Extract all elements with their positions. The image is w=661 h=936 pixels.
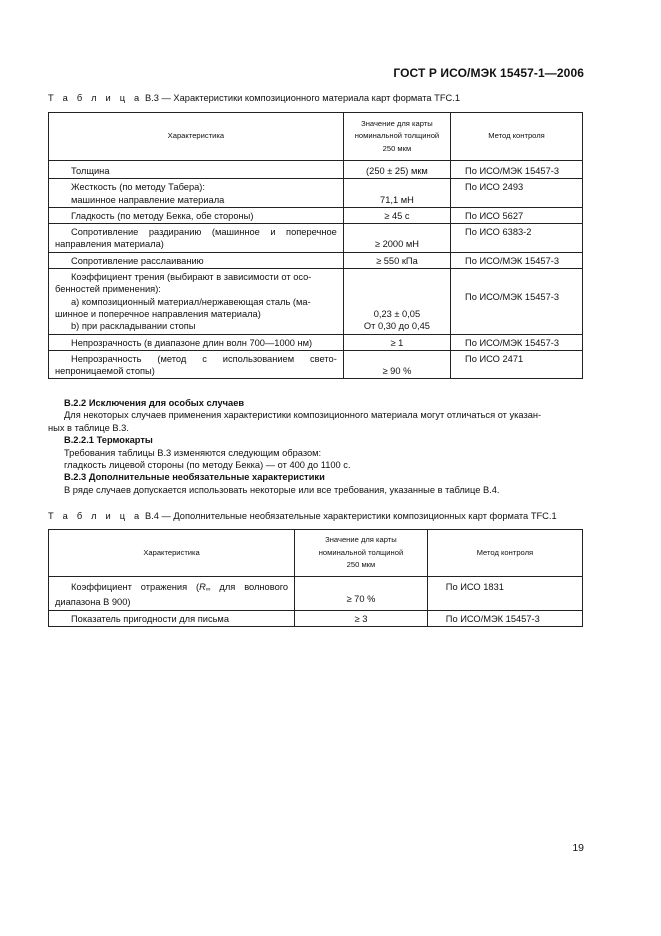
column-header-value (295, 530, 428, 577)
value-text: ≥ 3 (354, 613, 368, 624)
value-text: ≥ 1 (390, 337, 404, 348)
method-text: По ИСО 2471 (451, 350, 583, 379)
table-header-row (49, 113, 583, 161)
table-row (49, 224, 583, 253)
section-title: Дополнительные необязательные характеристики (88, 472, 325, 483)
characteristic-text: Показатель пригодности для письма (71, 613, 229, 624)
method-text: По ИСО/МЭК 15457-3 (451, 334, 583, 350)
table-b4-caption-text: В.4 — Дополнительные необязательные характеристики композиционных карт формата TFC.1 (144, 511, 557, 521)
characteristic-text: бенностей применения): (55, 284, 161, 295)
characteristic-text: Сопротивление расслаиванию (71, 255, 204, 266)
characteristic-text-part: Коэффициент отражения ( (71, 582, 200, 592)
characteristic-text: a) композиционный материал/нержавеющая сталь (ма- (71, 296, 311, 307)
section-heading (48, 471, 583, 483)
table-row (49, 610, 583, 626)
table-b4 (48, 529, 583, 627)
paragraph-line: В ряде случаев допускается использовать некоторые или все требования, указанные в таблице В.4. (64, 484, 500, 495)
table-b4-caption (48, 511, 557, 521)
table-row (49, 350, 583, 379)
section-heading (48, 434, 583, 446)
characteristic-text: направления материала) (55, 239, 164, 250)
table-row (49, 179, 583, 208)
paragraph-line: гладкость лицевой стороны (по методу Бекка) — от 400 до 1100 с. (64, 460, 351, 471)
column-header-line: номинальной толщиной (318, 547, 404, 557)
page-number: 19 (572, 842, 584, 854)
column-header-characteristic: Характеристика (49, 530, 295, 577)
table-b3-caption-text: В.3 — Характеристики композиционного материала карт формата TFC.1 (144, 93, 460, 103)
characteristic-text: Непрозрачность (метод с использованием свето- (71, 353, 337, 364)
method-text: По ИСО/МЭК 15457-3 (451, 161, 583, 179)
table-b3 (48, 112, 583, 379)
characteristic-text: Толщина (71, 166, 110, 176)
value-text: ≥ 45 с (384, 210, 410, 221)
value-text: 71,1 мН (380, 194, 414, 205)
table-b4-caption-prefix: Т а б л и ц а (48, 511, 143, 521)
column-header-line: Значение для карты (325, 535, 397, 545)
paragraph-line: Требования таблицы В.3 изменяются следующим образом: (64, 447, 322, 458)
reflectance-symbol: R (199, 582, 206, 592)
characteristic-text: машинное направление материала (71, 194, 225, 205)
method-text: По ИСО 2493 (451, 179, 583, 208)
column-header-line: номинальной толщиной (354, 131, 440, 141)
table-row (49, 161, 583, 179)
section-number: В.2.2 (64, 398, 87, 408)
column-header-line: Значение для карты (361, 118, 433, 128)
method-text: По ИСО 1831 (427, 577, 582, 611)
characteristic-text: непроницаемой стопы) (55, 366, 155, 377)
column-header-method: Метод контроля (427, 530, 582, 577)
table-row (49, 334, 583, 350)
document-header: ГОСТ Р ИСО/МЭК 15457-1—2006 (393, 66, 584, 80)
column-header-line: 250 мкм (382, 143, 412, 153)
table-row (49, 269, 583, 334)
table-b3-caption (48, 93, 460, 103)
characteristic-text: диапазона В 900) (55, 597, 131, 608)
paragraph-line: ных в таблице В.3. (48, 422, 129, 433)
paragraph-line: Для некоторых случаев применения характеристики композиционного материала могут отличаться от указан- (64, 410, 542, 421)
section-number: В.2.2.1 (64, 435, 94, 446)
characteristic-text-part: для волнового (210, 582, 289, 592)
value-text: (250 ± 25) мкм (366, 166, 428, 176)
column-header-method: Метод контроля (451, 113, 583, 161)
characteristic-text: шинное и поперечное направления материала) (55, 308, 261, 319)
method-text: По ИСО/МЭК 15457-3 (427, 610, 582, 626)
table-row (49, 207, 583, 223)
value-text: ≥ 70 % (346, 594, 376, 605)
section-number: В.2.3 (64, 472, 87, 483)
table-row (49, 252, 583, 268)
method-text: По ИСО 6383-2 (451, 224, 583, 253)
value-text: 0,23 ± 0,05 (373, 308, 421, 319)
characteristic-text: Сопротивление раздиранию (машинное и поперечное (71, 227, 337, 238)
characteristic-text: b) при раскладывании стопы (71, 321, 196, 332)
value-text: ≥ 550 кПа (376, 255, 418, 266)
section-title: Термокарты (96, 435, 153, 446)
value-text: ≥ 2000 мН (374, 239, 419, 250)
value-text: ≥ 90 % (382, 366, 412, 377)
infinity-subscript: ∞ (205, 586, 211, 593)
table-b3-caption-prefix: Т а б л и ц а (48, 93, 143, 103)
section-title: Исключения для особых случаев (88, 398, 245, 408)
method-text: По ИСО/МЭК 15457-3 (451, 252, 583, 268)
value-text: От 0,30 до 0,45 (363, 321, 430, 332)
characteristic-text: Гладкость (по методу Бекка, обе стороны) (71, 210, 254, 221)
characteristic-text (55, 581, 288, 596)
table-header-row (49, 530, 583, 577)
column-header-value (343, 113, 450, 161)
method-text: По ИСО/МЭК 15457-3 (451, 269, 583, 334)
characteristic-text: Коэффициент трения (выбирают в зависимости от осо- (71, 272, 312, 283)
table-row (49, 577, 583, 611)
characteristic-text: Жесткость (по методу Табера): (71, 182, 205, 193)
characteristic-text: Непрозрачность (в диапазоне длин волн 700—1000 нм) (71, 337, 313, 348)
column-header-line: 250 мкм (346, 560, 376, 570)
method-text: По ИСО 5627 (451, 207, 583, 223)
section-heading (48, 397, 583, 409)
column-header-characteristic: Характеристика (49, 113, 344, 161)
section-b22 (48, 397, 583, 496)
